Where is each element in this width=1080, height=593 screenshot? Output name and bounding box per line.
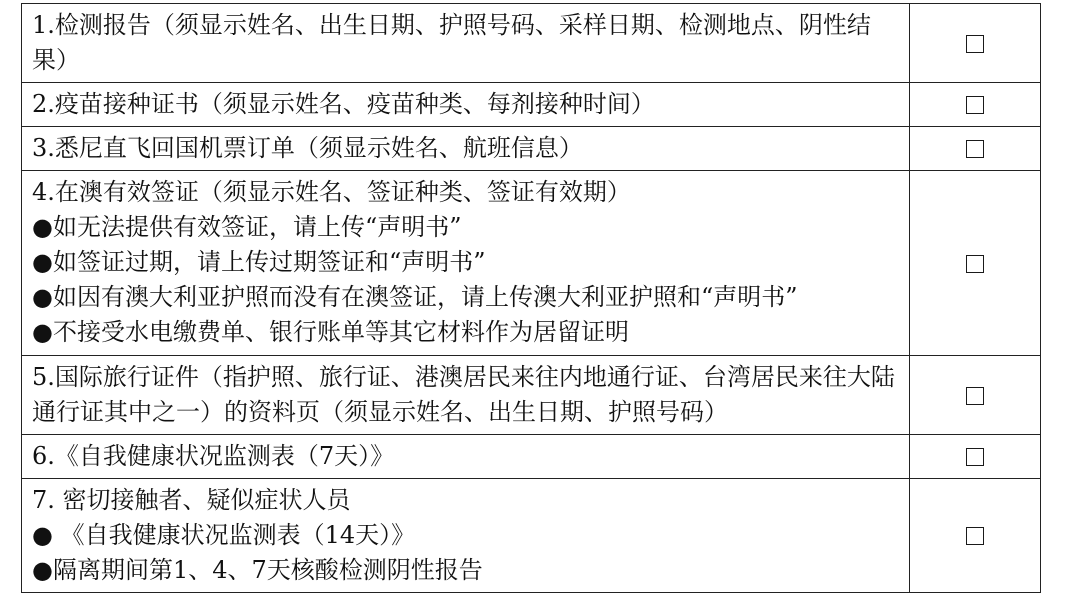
- item-description: [22, 4, 910, 83]
- bullet-text-line: ●不接受水电缴费单、银行账单等其它材料作为居留证明: [32, 318, 629, 346]
- item-text-line: 7. 密切接触者、疑似症状人员: [32, 486, 351, 514]
- item-description: [22, 479, 910, 593]
- item-description: [22, 356, 910, 435]
- checkbox-cell: [910, 4, 1041, 83]
- table-row: [22, 356, 1041, 435]
- item-checkbox[interactable]: [966, 140, 984, 158]
- table-row: [22, 435, 1041, 479]
- item-description: [22, 435, 910, 479]
- item-description: [22, 83, 910, 127]
- table-row: [22, 127, 1041, 171]
- checkbox-cell: [910, 127, 1041, 171]
- item-checkbox[interactable]: [966, 35, 984, 53]
- item-text-line: 1.检测报告（须显示姓名、出生日期、护照号码、采样日期、检测地点、阴性结果）: [32, 11, 871, 74]
- item-text-line: 5.国际旅行证件（指护照、旅行证、港澳居民来往内地通行证、台湾居民来往大陆通行证其中之一）的资料页（须显示姓名、出生日期、护照号码）: [32, 363, 895, 426]
- bullet-text-line: ● 《自我健康状况监测表（14天）》: [32, 521, 416, 549]
- bullet-text-line: ●如签证过期，请上传过期签证和“声明书”: [32, 248, 486, 276]
- checkbox-cell: [910, 83, 1041, 127]
- bullet-text-line: ●隔离期间第1、4、7天核酸检测阴性报告: [32, 556, 483, 584]
- item-text-line: 6.《自我健康状况监测表（7天）》: [32, 442, 395, 470]
- table-row: [22, 4, 1041, 83]
- item-text-line: 4.在澳有效签证（须显示姓名、签证种类、签证有效期）: [32, 178, 631, 206]
- checkbox-cell: [910, 479, 1041, 593]
- item-checkbox[interactable]: [966, 255, 984, 273]
- checkbox-cell: [910, 356, 1041, 435]
- item-description: [22, 127, 910, 171]
- table-row: [22, 171, 1041, 356]
- item-checkbox[interactable]: [966, 96, 984, 114]
- item-checkbox[interactable]: [966, 387, 984, 405]
- item-text-line: 3.悉尼直飞回国机票订单（须显示姓名、航班信息）: [32, 134, 583, 162]
- item-checkbox[interactable]: [966, 527, 984, 545]
- table-row: [22, 479, 1041, 593]
- item-description: [22, 171, 910, 356]
- table-row: [22, 83, 1041, 127]
- item-checkbox[interactable]: [966, 448, 984, 466]
- document-checklist-table: [21, 3, 1041, 593]
- item-text-line: 2.疫苗接种证书（须显示姓名、疫苗种类、每剂接种时间）: [32, 90, 655, 118]
- bullet-text-line: ●如无法提供有效签证，请上传“声明书”: [32, 213, 462, 241]
- checkbox-cell: [910, 435, 1041, 479]
- bullet-text-line: ●如因有澳大利亚护照而没有在澳签证，请上传澳大利亚护照和“声明书”: [32, 283, 798, 311]
- checkbox-cell: [910, 171, 1041, 356]
